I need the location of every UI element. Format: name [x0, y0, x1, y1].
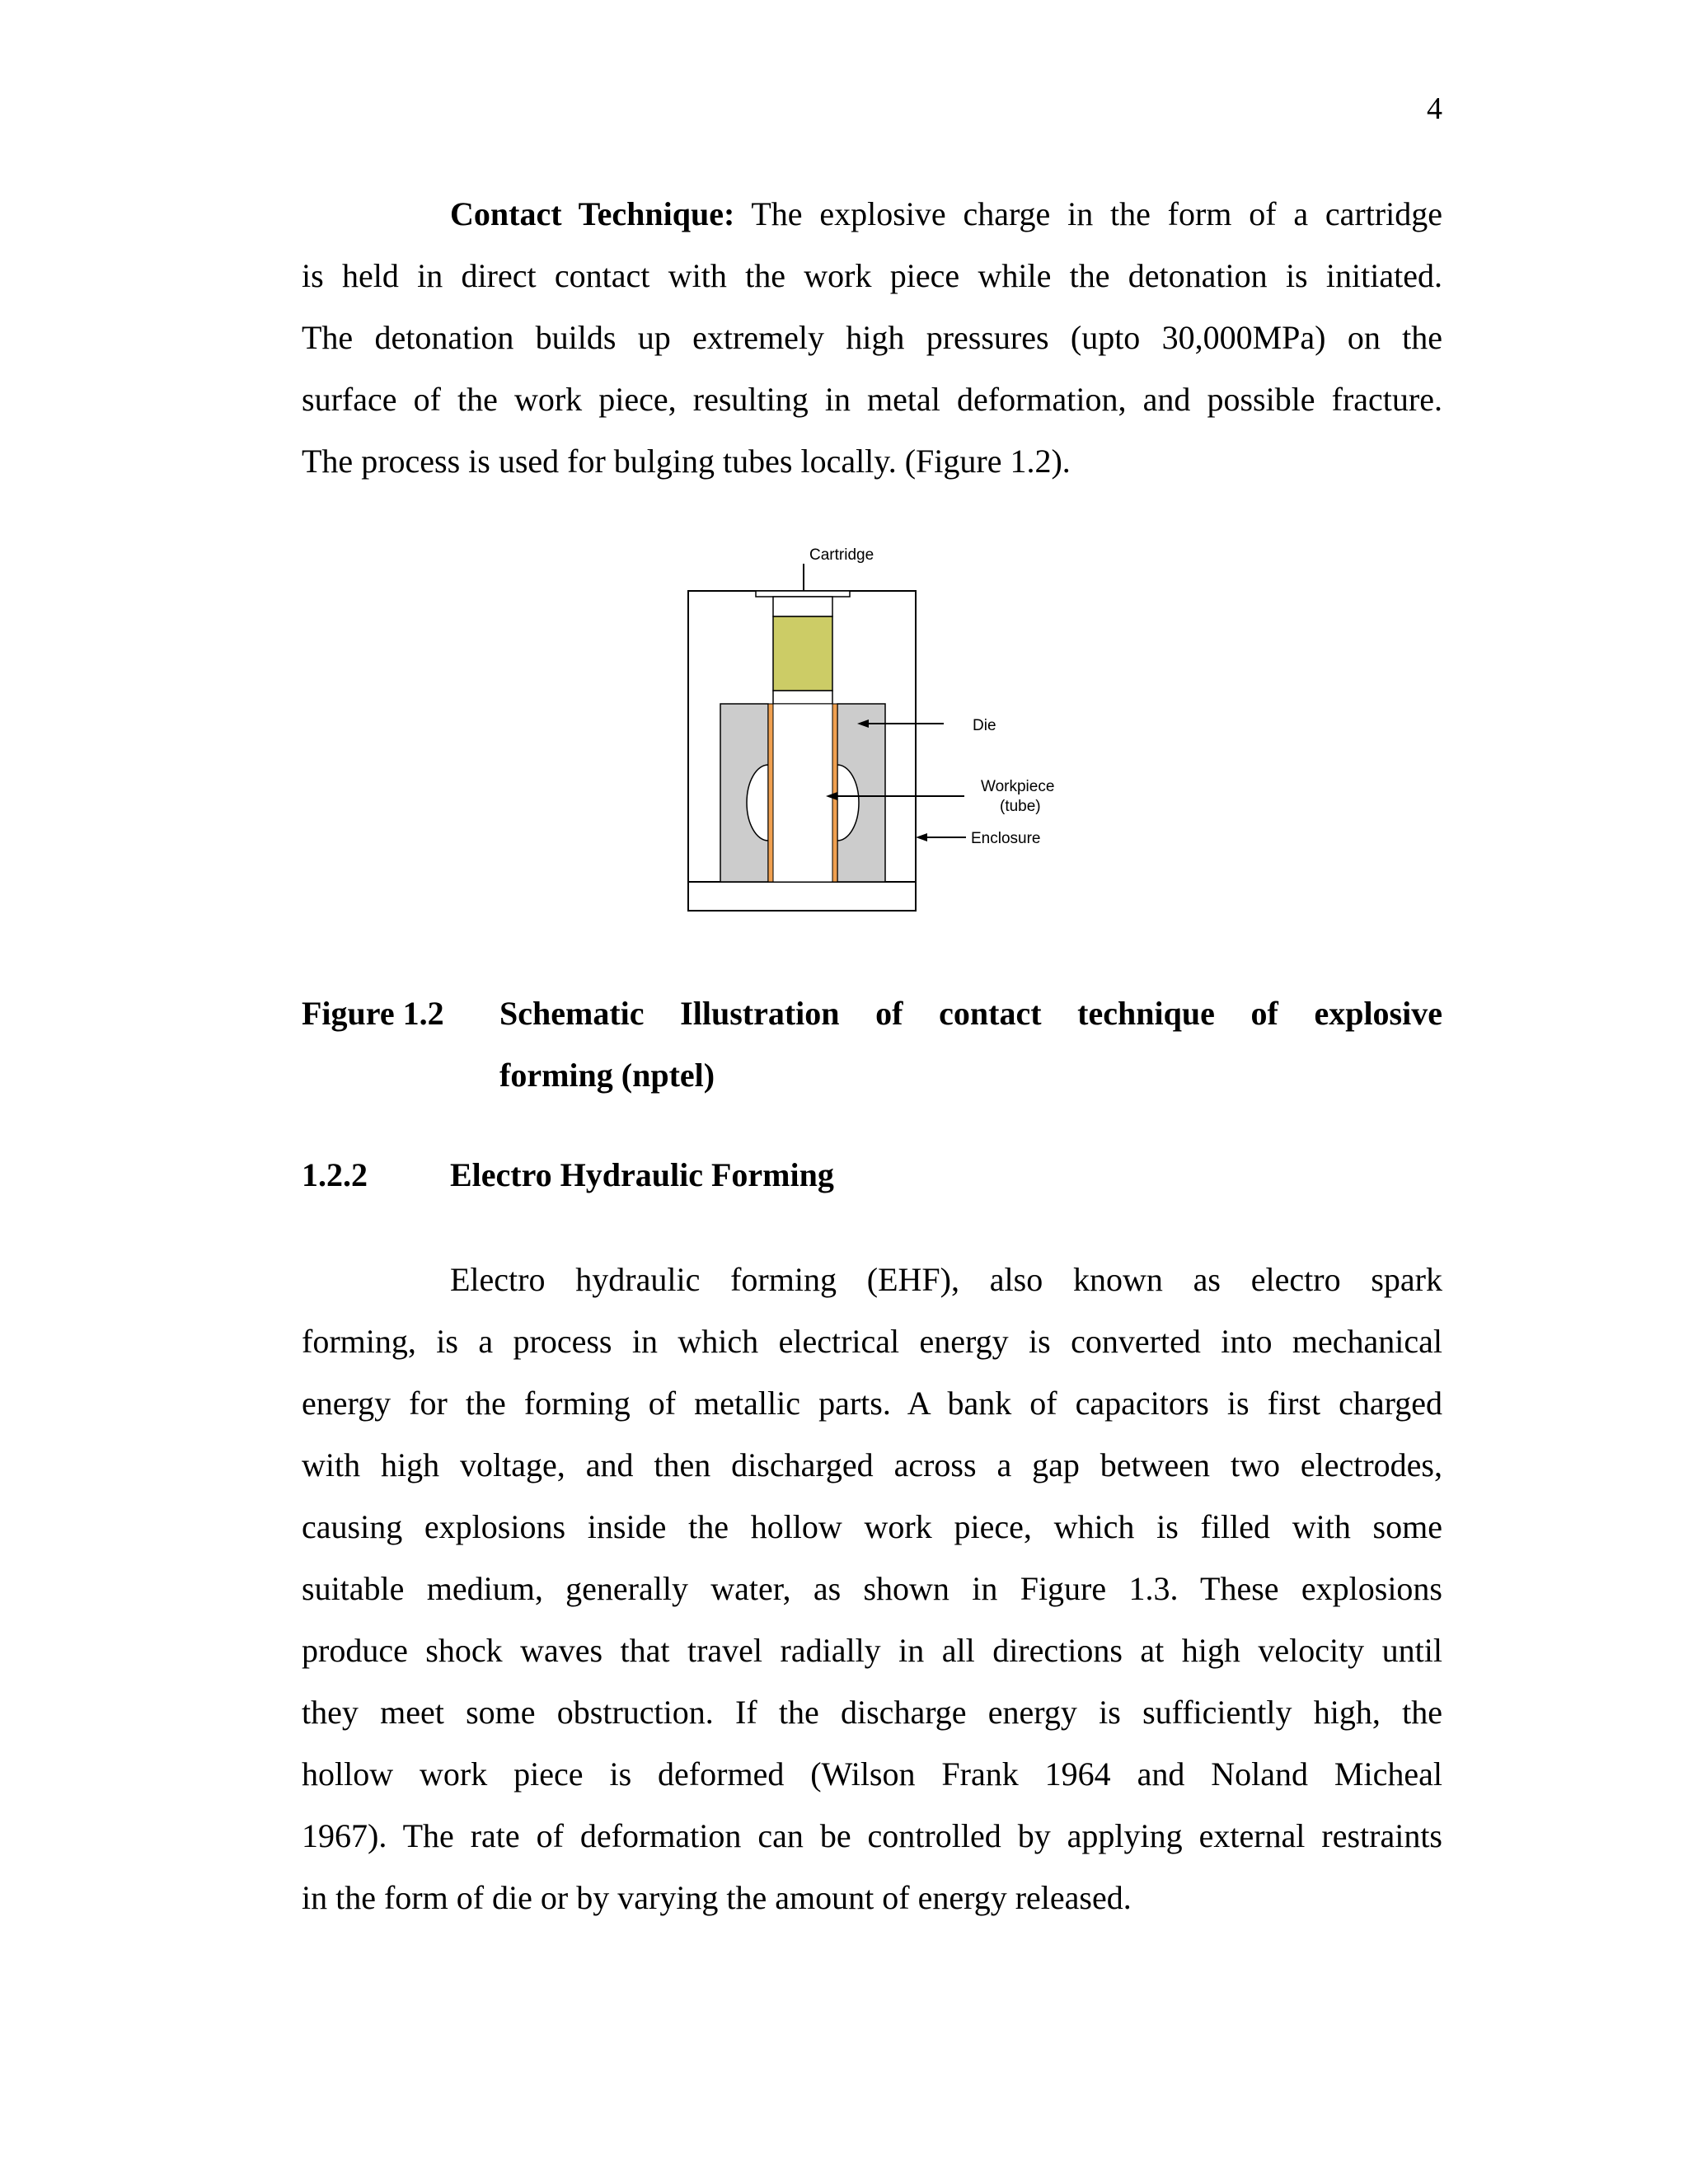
- paragraph-line: is held in direct contact with the work piece while the detonation is initiated.: [302, 257, 1442, 294]
- paragraph-line: hollow work piece is deformed (Wilson Frank 1964 and Noland Micheal: [302, 1755, 1442, 1793]
- section-title: Electro Hydraulic Forming: [450, 1156, 834, 1193]
- paragraph-line: in the form of die or by varying the amount of energy released.: [302, 1879, 1132, 1916]
- workpiece-label: Workpiece: [981, 778, 1055, 795]
- caption-line: Schematic Illustration of contact technique of explosive: [499, 995, 1442, 1032]
- section-number: 1.2.2: [302, 1156, 368, 1193]
- cartridge-charge: [773, 616, 832, 691]
- enclosure-label: Enclosure: [971, 830, 1041, 847]
- workpiece-wall-left: [768, 704, 773, 882]
- die-label: Die: [973, 717, 996, 734]
- ehf-paragraph: [302, 1249, 1442, 1929]
- enclosure-arrowhead: [916, 833, 927, 841]
- cartridge-label: Cartridge: [809, 546, 874, 564]
- paragraph-line: surface of the work piece, resulting in metal deformation, and possible fracture.: [302, 381, 1442, 418]
- caption-line: forming (nptel): [499, 1057, 715, 1094]
- enclosure-base: [688, 882, 916, 911]
- paragraph-line: 1967). The rate of deformation can be controlled by applying external restraints: [302, 1817, 1442, 1854]
- cartridge-spacer: [773, 691, 832, 704]
- paragraph-line: with high voltage, and then discharged across a gap between two electrodes,: [302, 1446, 1442, 1483]
- paragraph-line: suitable medium, generally water, as shown in Figure 1.3. These explosions: [302, 1570, 1442, 1607]
- schematic-diagram: [659, 536, 1088, 915]
- paragraph-line: they meet some obstruction. If the discharge energy is sufficiently high, the: [302, 1694, 1442, 1731]
- plunger-neck: [773, 597, 832, 616]
- contact-technique-figure: [659, 536, 1088, 915]
- page-number: 4: [1427, 91, 1442, 126]
- paragraph-line: causing explosions inside the hollow work piece, which is filled with some: [302, 1508, 1442, 1545]
- tube-interior: [773, 704, 832, 882]
- paragraph-line: Electro hydraulic forming (EHF), also known as electro spark: [450, 1261, 1442, 1298]
- paragraph-line: The detonation builds up extremely high pressures (upto 30,000MPa) on the: [302, 319, 1442, 356]
- paragraph-line: [302, 183, 1442, 245]
- paragraph-line: The process is used for bulging tubes locally. (Figure 1.2).: [302, 443, 1071, 480]
- workpiece-sublabel: (tube): [1000, 798, 1041, 815]
- paragraph-line: energy for the forming of metallic parts. A bank of capacitors is first charged: [302, 1385, 1442, 1422]
- paragraph-line: forming, is a process in which electrical energy is converted into mechanical: [302, 1323, 1442, 1360]
- figure-caption-text: [499, 982, 1442, 1106]
- contact-technique-heading: Contact Technique:: [450, 195, 735, 232]
- figure-caption-label: Figure 1.2: [302, 995, 444, 1032]
- paragraph-line-text: The explosive charge in the form of a cartridge: [751, 195, 1442, 232]
- top-plate: [756, 591, 850, 597]
- paragraph-line: produce shock waves that travel radially in all directions at high velocity until: [302, 1632, 1442, 1669]
- contact-technique-paragraph: [302, 183, 1442, 492]
